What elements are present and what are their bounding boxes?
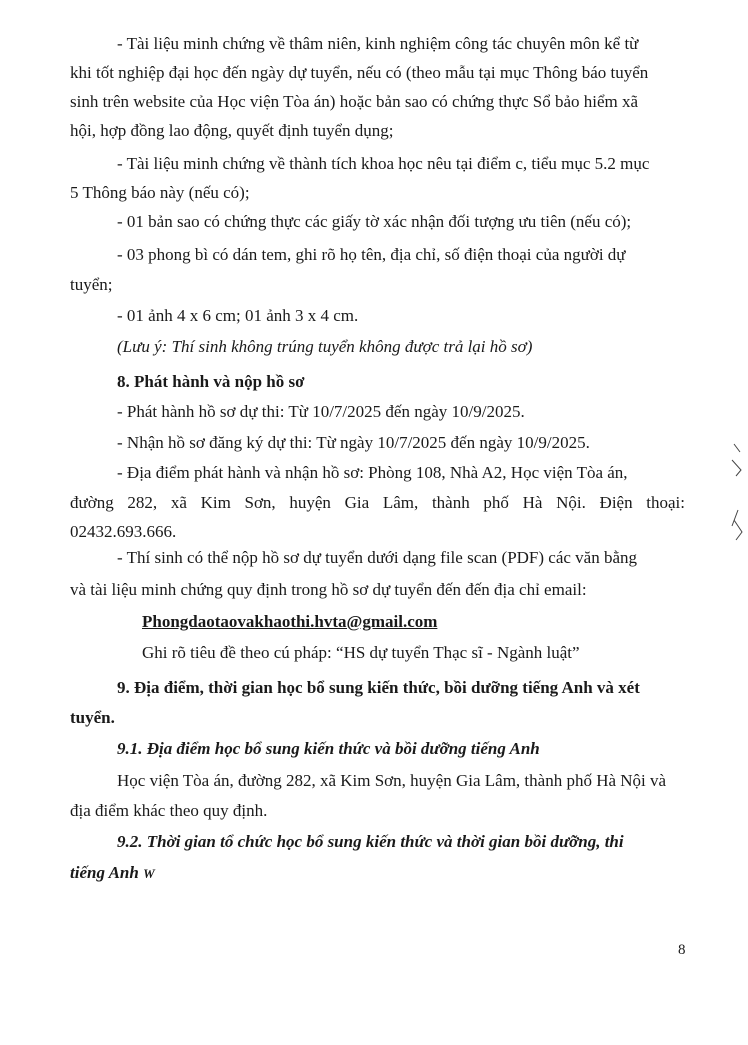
- section-heading-9-cont: tuyển.: [70, 708, 115, 727]
- para-line: - Thí sinh có thể nộp hồ sơ dự tuyển dưới dạng file scan (PDF) các văn bằng: [117, 548, 638, 567]
- para-line: khi tốt nghiệp đại học đến ngày dự tuyển, nếu có (theo mẫu tại mục Thông báo tuyển: [70, 63, 649, 82]
- subsection-heading-9-2-cont: [70, 863, 155, 884]
- para-line: - 01 ảnh 4 x 6 cm; 01 ảnh 3 x 4 cm.: [117, 306, 359, 325]
- para-line: sinh trên website của Học viện Tòa án) hoặc bản sao có chứng thực Sổ bảo hiểm xã: [70, 92, 639, 111]
- para-line: 02432.693.666.: [70, 522, 177, 541]
- para-line: địa điểm khác theo quy định.: [70, 801, 268, 820]
- subsection-heading-text: tiếng Anh: [70, 863, 139, 882]
- para-line: và tài liệu minh chứng quy định trong hồ sơ dự tuyển đến đến địa chỉ email:: [70, 580, 587, 599]
- subsection-heading-9-1: 9.1. Địa điểm học bổ sung kiến thức và bồi dưỡng tiếng Anh: [117, 739, 540, 758]
- margin-ink-mark: [728, 440, 746, 560]
- para-line: - Tài liệu minh chứng về thâm niên, kinh nghiệm công tác chuyên môn kể từ: [117, 34, 639, 53]
- para-line: - 03 phong bì có dán tem, ghi rõ họ tên, địa chỉ, số điện thoại của người dự: [117, 245, 626, 264]
- para-line: - Địa điểm phát hành và nhận hồ sơ: Phòng 108, Nhà A2, Học viện Tòa án,: [117, 463, 628, 482]
- note-line: (Lưu ý: Thí sinh không trúng tuyển không được trả lại hồ sơ): [117, 337, 533, 356]
- handwritten-initials: W: [143, 866, 155, 881]
- para-line: - Tài liệu minh chứng về thành tích khoa học nêu tại điểm c, tiểu mục 5.2 mục: [117, 154, 650, 173]
- para-line: đường 282, xã Kim Sơn, huyện Gia Lâm, thành phố Hà Nội. Điện thoại:: [70, 493, 685, 512]
- para-line: - Phát hành hồ sơ dự thi: Từ 10/7/2025 đến ngày 10/9/2025.: [117, 402, 525, 421]
- section-heading-8: 8. Phát hành và nộp hồ sơ: [117, 372, 305, 391]
- section-heading-9: 9. Địa điểm, thời gian học bổ sung kiến thức, bồi dưỡng tiếng Anh và xét: [117, 678, 640, 697]
- para-line: tuyển;: [70, 275, 113, 294]
- subsection-heading-9-2: 9.2. Thời gian tổ chức học bổ sung kiến thức và thời gian bồi dưỡng, thi: [117, 832, 624, 851]
- para-line: Học viện Tòa án, đường 282, xã Kim Sơn, huyện Gia Lâm, thành phố Hà Nội và: [117, 771, 667, 790]
- para-line: - Nhận hồ sơ đăng ký dự thi: Từ ngày 10/7/2025 đến ngày 10/9/2025.: [117, 433, 590, 452]
- para-line: - 01 bản sao có chứng thực các giấy tờ xác nhận đối tượng ưu tiên (nếu có);: [117, 212, 632, 231]
- para-line: hội, hợp đồng lao động, quyết định tuyển dụng;: [70, 121, 394, 140]
- para-line: 5 Thông báo này (nếu có);: [70, 183, 250, 202]
- para-line: Ghi rõ tiêu đề theo cú pháp: “HS dự tuyển Thạc sĩ - Ngành luật”: [142, 643, 580, 662]
- email-link[interactable]: Phongdaotaovakhaothi.hvta@gmail.com: [142, 612, 438, 631]
- page-number: 8: [678, 942, 686, 958]
